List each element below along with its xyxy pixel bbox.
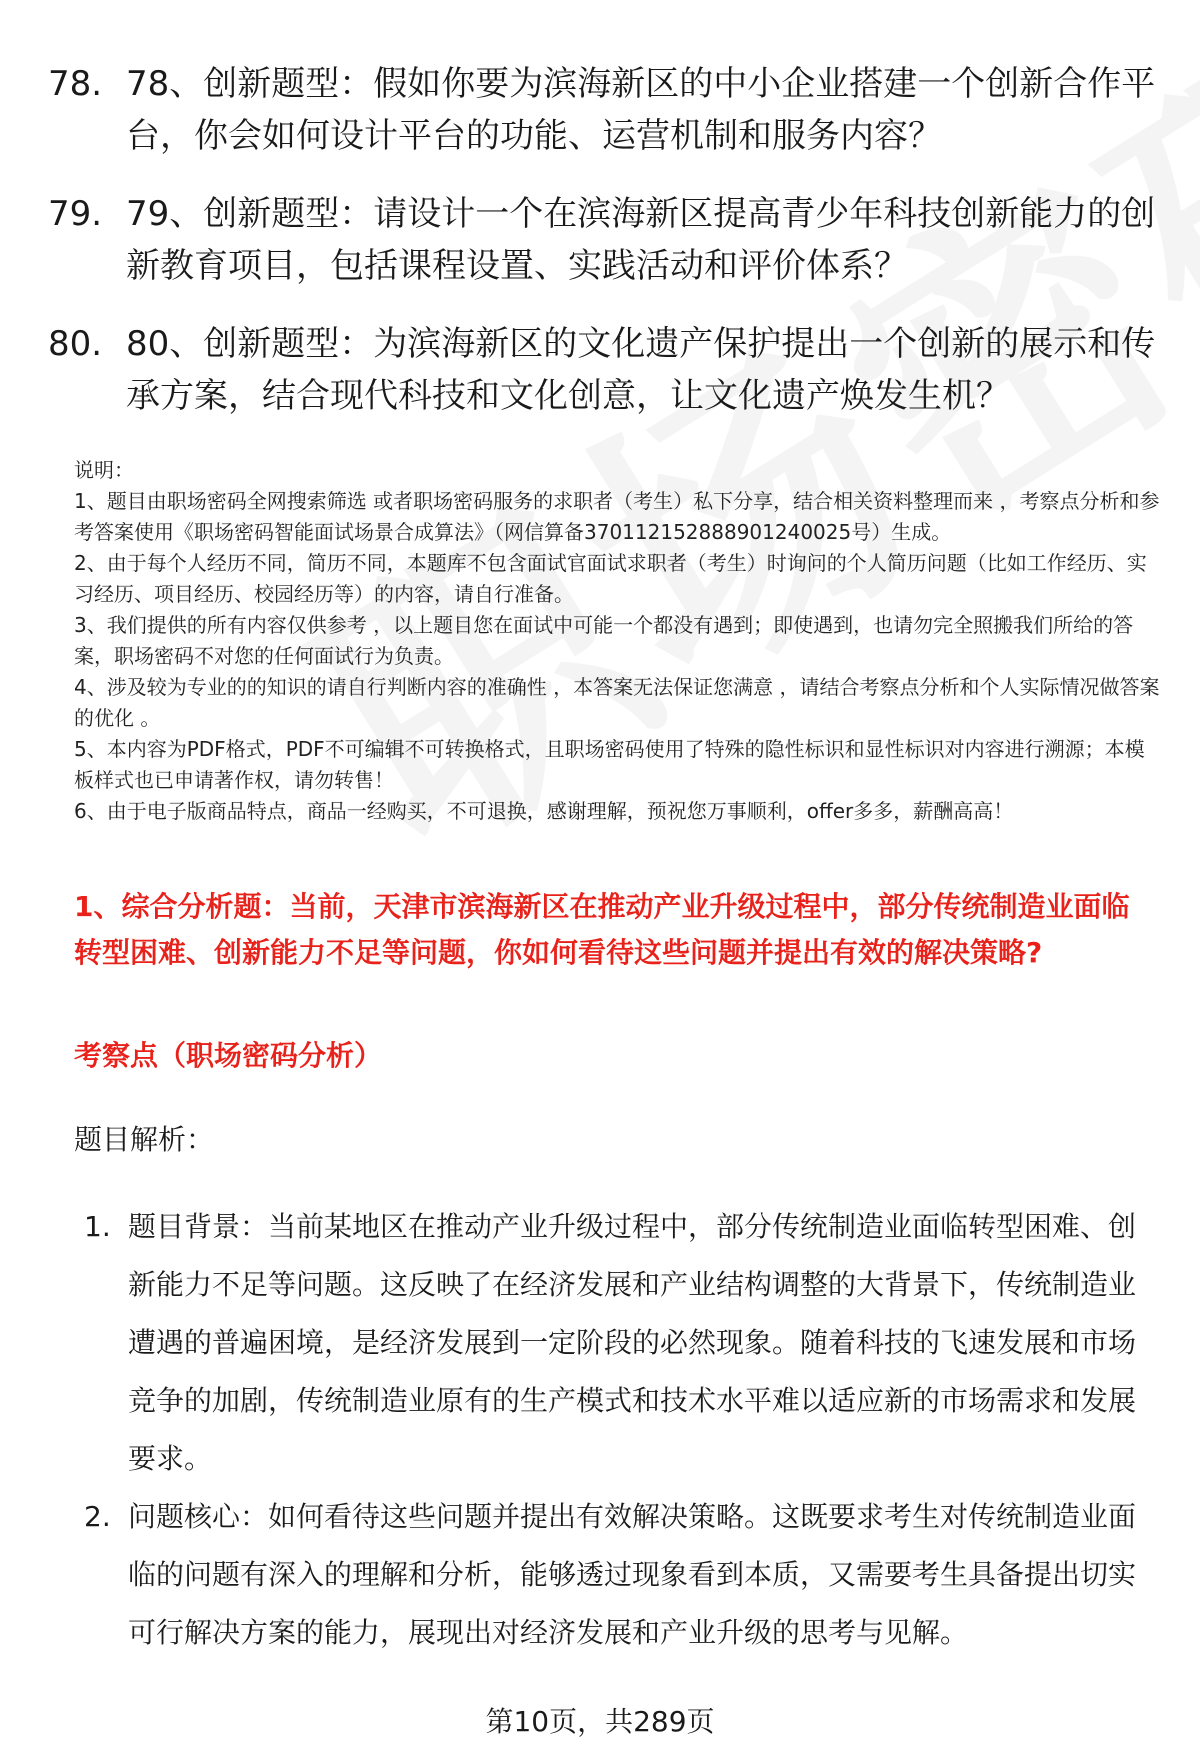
page-footer: 第10页，共289页 [485,1705,715,1738]
question-text: 80、创新题型：为滨海新区的文化遗产保护提出一个创新的展示和传承方案，结合现代科技和文化创意，让文化遗产焕发生机？ [126,324,1156,416]
analysis-item [84,1488,1144,1662]
analysis-list [84,1198,1144,1662]
question-number: 79. [48,194,103,234]
note-item: 4、涉及较为专业的的知识的请自行判断内容的准确性 ，本答案无法保证您满意 ，请结合考察点分析和个人实际情况做答案的优化 。 [74,675,1160,730]
question-item [48,58,1158,162]
note-item: 6、由于电子版商品特点，商品一经购买，不可退换，感谢理解，预祝您万事顺利，offer多多，薪酬高高！ [74,799,1014,823]
question-number: 78. [48,64,103,104]
question-number: 80. [48,324,103,364]
analysis-item [84,1198,1144,1488]
notes-section [74,455,1164,827]
question-item [48,318,1158,422]
kaochadian-heading: 考察点（职场密码分析） [74,1039,383,1072]
analysis-label: 题目解析： [74,1123,215,1156]
analysis-number: 2. [84,1500,111,1533]
question-list [48,58,1158,448]
question-text: 78、创新题型：假如你要为滨海新区的中小企业搭建一个创新合作平台，你会如何设计平台的功能、运营机制和服务内容？ [126,64,1156,156]
note-item: 5、本内容为PDF格式，PDF不可编辑不可转换格式，且职场密码使用了特殊的隐性标识和显性标识对内容进行溯源；本模板样式也已申请著作权，请勿转售！ [74,737,1145,792]
analysis-text: 问题核心：如何看待这些问题并提出有效解决策略。这既要求考生对传统制造业面临的问题有深入的理解和分析，能够透过现象看到本质，又需要考生具备提出切实可行解决方案的能力，展现出对经济发展和产业升级的思考与见解。 [128,1500,1137,1649]
analysis-text: 题目背景：当前某地区在推动产业升级过程中，部分传统制造业面临转型困难、创新能力不足等问题。这反映了在经济发展和产业结构调整的大背景下，传统制造业遭遇的普遍困境，是经济发展到一定阶段的必然现象。随着科技的飞速发展和市场竞争的加剧，传统制造业原有的生产模式和技术水平难以适应新的市场需求和发展要求。 [128,1210,1137,1475]
note-item: 1、题目由职场密码全网搜索筛选 或者职场密码服务的求职者（考生）私下分享，结合相关资料整理而来 ，考察点分析和参考答案使用《职场密码智能面试场景合成算法》（网信算备370112152888901240025号）生成。 [74,489,1160,544]
note-item: 3、我们提供的所有内容仅供参考 ，以上题目您在面试中可能一个都没有遇到；即使遇到，也请勿完全照搬我们所给的答案，职场密码不对您的任何面试行为负责。 [74,613,1134,668]
analysis-number: 1. [84,1210,111,1243]
main-question: 1、综合分析题：当前，天津市滨海新区在推动产业升级过程中，部分传统制造业面临转型困难、创新能力不足等问题，你如何看待这些问题并提出有效的解决策略? [74,890,1130,969]
notes-title: 说明： [74,458,134,482]
question-item [48,188,1158,292]
question-text: 79、创新题型：请设计一个在滨海新区提高青少年科技创新能力的创新教育项目，包括课程设置、实践活动和评价体系？ [126,194,1156,286]
note-item: 2、由于每个人经历不同，简历不同，本题库不包含面试官面试求职者（考生）时询问的个人简历问题（比如工作经历、实习经历、项目经历、校园经历等）的内容，请自行准备。 [74,551,1147,606]
